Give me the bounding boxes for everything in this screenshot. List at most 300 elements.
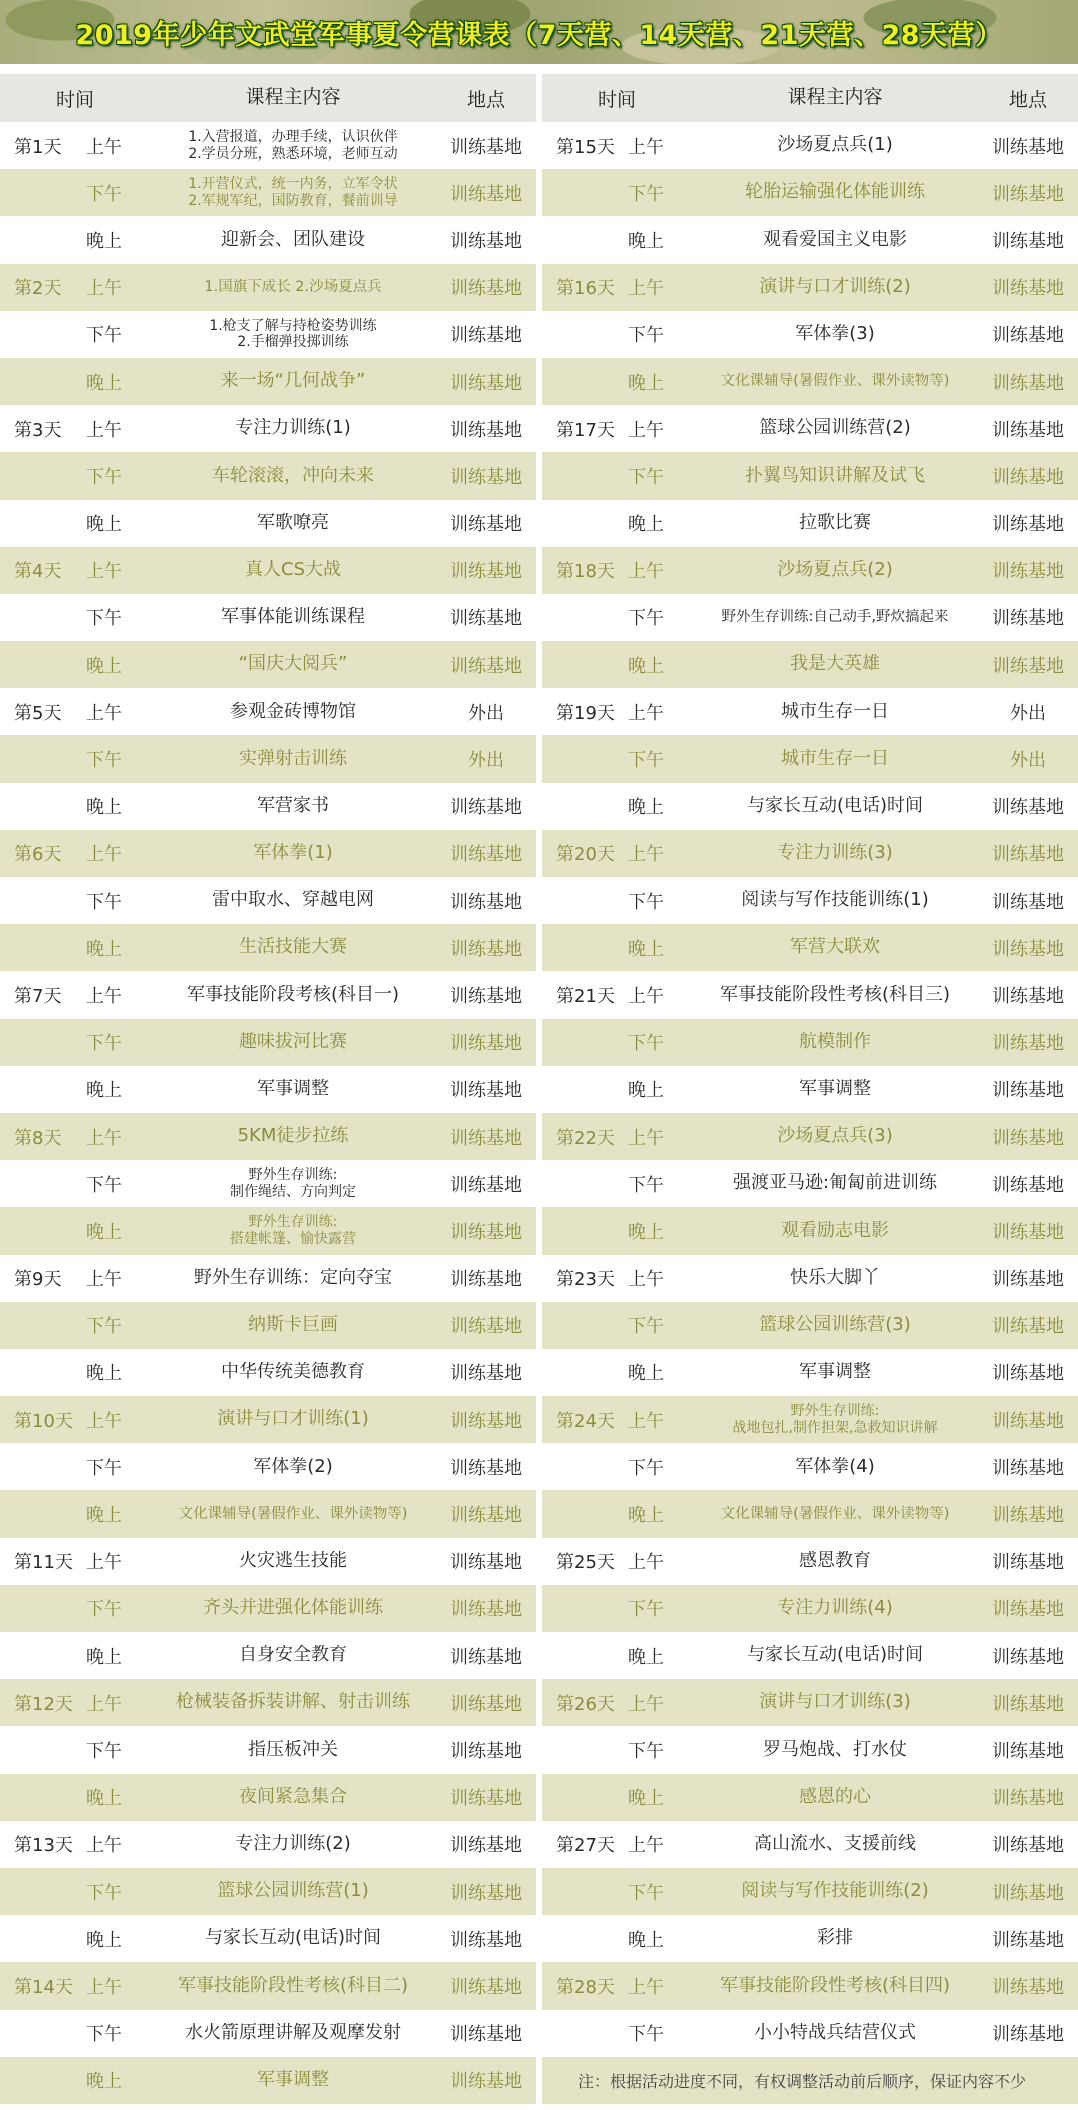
- activity-cell: 1.开营仪式，统一内务，立军令状 2.军规军纪，国防教育，餐前训导: [188, 175, 398, 209]
- location-cell: 训练基地: [450, 1221, 522, 1243]
- time-cell: [542, 416, 692, 442]
- time-cell: [0, 2020, 150, 2046]
- slot-label: 下午: [628, 1316, 664, 1338]
- slot-label: 上午: [628, 1410, 664, 1432]
- location-cell: 训练基地: [992, 1363, 1064, 1385]
- schedule-panel-right: [542, 74, 1078, 2104]
- time-cell: [542, 369, 692, 395]
- table-row: [0, 1726, 536, 1773]
- location-cell: 训练基地: [992, 372, 1064, 394]
- activity-cell: 军事技能阶段性考核(科目四): [719, 1975, 951, 1996]
- time-cell: [0, 1407, 150, 1433]
- location-cell: 训练基地: [450, 1505, 522, 1527]
- location-cell: 训练基地: [992, 1929, 1064, 1951]
- table-row: [0, 1774, 536, 1821]
- slot-label: 下午: [86, 1599, 122, 1621]
- location-cell: 训练基地: [992, 985, 1064, 1007]
- activity-cell: 齐头并进强化体能训练: [203, 1598, 383, 1619]
- activity-cell: 观看励志电影: [781, 1220, 889, 1241]
- time-cell: [0, 1076, 150, 1102]
- footnote: 注：根据活动进度不同，有权调整活动前后顺序，保证内容不少: [578, 2071, 1027, 2091]
- location-cell: 训练基地: [450, 278, 522, 300]
- table-row: [0, 1915, 536, 1962]
- time-cell: [0, 1218, 150, 1244]
- location-cell: 训练基地: [450, 797, 522, 819]
- table-row: [542, 1632, 1078, 1679]
- slot-label: 下午: [86, 1882, 122, 1904]
- table-row: [0, 1962, 536, 2009]
- slot-label: 上午: [628, 561, 664, 583]
- time-cell: [0, 935, 150, 961]
- location-cell: 训练基地: [450, 938, 522, 960]
- location-cell: 训练基地: [450, 608, 522, 630]
- slot-label: 下午: [628, 2024, 664, 2046]
- time-cell: [542, 1454, 692, 1480]
- activity-cell: 趣味拔河比赛: [239, 1031, 347, 1052]
- location-cell: 训练基地: [992, 1740, 1064, 1762]
- activity-cell: 野外生存训练:自己动手,野炊搞起来: [721, 609, 949, 626]
- time-cell: [0, 1784, 150, 1810]
- header-time: 时间: [597, 88, 636, 111]
- day-label: 第20天: [556, 844, 615, 866]
- slot-label: 晚上: [628, 230, 664, 252]
- activity-cell: 军营大联欢: [790, 937, 880, 958]
- time-cell: [542, 180, 692, 206]
- table-row: [542, 500, 1078, 547]
- activity-cell: 军事技能阶段考核(科目一): [186, 984, 400, 1005]
- activity-cell: 演讲与口才训练(2): [759, 276, 911, 297]
- activity-cell: 参观金砖博物馆: [230, 701, 356, 722]
- activity-cell: 来一场“几何战争”: [220, 371, 366, 392]
- location-cell: 训练基地: [992, 608, 1064, 630]
- slot-label: 晚上: [86, 1505, 122, 1527]
- slot-label: 上午: [628, 136, 664, 158]
- slot-label: 下午: [86, 1174, 122, 1196]
- time-cell: [0, 510, 150, 536]
- activity-cell: 篮球公园训练营(1): [217, 1881, 369, 1902]
- time-cell: [542, 1218, 692, 1244]
- table-row: [0, 358, 536, 405]
- activity-cell: 军事调整: [799, 1362, 871, 1383]
- slot-label: 晚上: [628, 1221, 664, 1243]
- table-row: [0, 688, 536, 735]
- time-cell: [0, 133, 150, 159]
- table-row: [542, 1774, 1078, 1821]
- table-row: [542, 641, 1078, 688]
- table-row: [0, 1632, 536, 1679]
- activity-cell: 火灾逃生技能: [239, 1550, 347, 1571]
- table-row: [542, 971, 1078, 1018]
- day-label: 第26天: [556, 1693, 615, 1715]
- table-row: [542, 264, 1078, 311]
- table-header: [542, 74, 1078, 122]
- slot-label: 下午: [86, 608, 122, 630]
- time-cell: [542, 1926, 692, 1952]
- day-label: 第11天: [14, 1552, 73, 1574]
- time-cell: [542, 1407, 692, 1433]
- activity-cell: 指压板冲关: [248, 1739, 338, 1760]
- activity-cell: 文化课辅导(暑假作业、课外读物等): [720, 1505, 950, 1522]
- slot-label: 上午: [86, 985, 122, 1007]
- slot-label: 上午: [628, 1835, 664, 1857]
- activity-cell: 1.国旗下成长 2.沙场夏点兵: [204, 278, 382, 295]
- time-cell: [0, 1312, 150, 1338]
- time-cell: [542, 227, 692, 253]
- table-row: [0, 2057, 536, 2104]
- location-cell: 训练基地: [992, 136, 1064, 158]
- activity-cell: 演讲与口才训练(1): [217, 1409, 369, 1430]
- table-row: [542, 594, 1078, 641]
- location-cell: 训练基地: [450, 466, 522, 488]
- slot-label: 晚上: [86, 1221, 122, 1243]
- activity-cell: 军事调整: [257, 1079, 329, 1099]
- activity-cell: 文化课辅导(暑假作业、课外读物等): [720, 373, 950, 390]
- location-cell: 训练基地: [450, 1269, 522, 1291]
- table-row: [0, 1490, 536, 1537]
- activity-cell: 沙场夏点兵(3): [777, 1126, 893, 1147]
- table-row: [0, 405, 536, 452]
- slot-label: 晚上: [86, 1363, 122, 1385]
- location-cell: 训练基地: [450, 1835, 522, 1857]
- table-row: [542, 311, 1078, 358]
- activity-cell: 感恩教育: [799, 1550, 871, 1571]
- location-cell: 训练基地: [992, 844, 1064, 866]
- time-cell: [542, 1265, 692, 1291]
- time-cell: [0, 793, 150, 819]
- location-cell: 训练基地: [992, 325, 1064, 347]
- slot-label: 上午: [628, 985, 664, 1007]
- time-cell: [0, 1454, 150, 1480]
- time-cell: [0, 1359, 150, 1385]
- schedule-panel-left: [0, 74, 536, 2104]
- time-cell: [0, 604, 150, 630]
- slot-label: 上午: [628, 1976, 664, 1998]
- location-cell: 训练基地: [992, 2024, 1064, 2046]
- activity-cell: 野外生存训练: 制作绳结、方向判定: [230, 1166, 356, 1200]
- slot-label: 下午: [628, 1882, 664, 1904]
- activity-cell: 车轮滚滚，冲向未来: [212, 465, 374, 486]
- table-row: [0, 1585, 536, 1632]
- slot-label: 晚上: [628, 1788, 664, 1810]
- time-cell: [0, 699, 150, 725]
- slot-label: 晚上: [628, 938, 664, 960]
- activity-cell: 彩排: [817, 1928, 853, 1949]
- header-location: 地点: [466, 88, 505, 111]
- slot-label: 上午: [86, 844, 122, 866]
- location-cell: 训练基地: [450, 1929, 522, 1951]
- day-label: 第3天: [14, 419, 62, 441]
- location-cell: 训练基地: [450, 325, 522, 347]
- location-cell: 训练基地: [450, 2071, 522, 2093]
- table-row: [0, 311, 536, 358]
- location-cell: 训练基地: [992, 1599, 1064, 1621]
- location-cell: 训练基地: [450, 183, 522, 205]
- location-cell: 训练基地: [450, 1740, 522, 1762]
- activity-cell: 扑翼鸟知识讲解及试飞: [745, 465, 925, 486]
- location-cell: 训练基地: [450, 844, 522, 866]
- activity-cell: 军事技能阶段性考核(科目三): [719, 984, 951, 1005]
- table-row: [542, 1019, 1078, 1066]
- schedule-rows-left: [0, 122, 536, 2104]
- activity-cell: 野外生存训练: 战地包扎,制作担架,急救知识讲解: [732, 1402, 938, 1436]
- location-cell: 训练基地: [992, 514, 1064, 536]
- activity-cell: 阅读与写作技能训练(1): [741, 890, 929, 911]
- slot-label: 上午: [86, 1835, 122, 1857]
- table-row: [542, 452, 1078, 499]
- slot-label: 上午: [628, 1269, 664, 1291]
- slot-label: 上午: [628, 278, 664, 300]
- page-title: 2019年少年文武堂军事夏令营课表（7天营、14天营、21天营、28天营）: [75, 19, 1003, 51]
- location-cell: 训练基地: [450, 1599, 522, 1621]
- activity-cell: 感恩的心: [799, 1786, 871, 1807]
- slot-label: 上午: [628, 1552, 664, 1574]
- time-cell: [0, 227, 150, 253]
- activity-cell: 军歌嘹亮: [257, 512, 329, 533]
- time-cell: [542, 1029, 692, 1055]
- time-cell: [542, 840, 692, 866]
- activity-cell: 城市生存一日: [781, 701, 889, 722]
- day-label: 第27天: [556, 1835, 615, 1857]
- slot-label: 下午: [86, 1033, 122, 1055]
- table-row: [542, 122, 1078, 169]
- time-cell: [0, 2067, 150, 2093]
- day-label: 第14天: [14, 1976, 73, 1998]
- slot-label: 下午: [628, 891, 664, 913]
- day-label: 第10天: [14, 1410, 73, 1432]
- table-row: [542, 1962, 1078, 2009]
- location-cell: 训练基地: [450, 1410, 522, 1432]
- location-cell: 训练基地: [992, 1410, 1064, 1432]
- location-cell: 训练基地: [992, 561, 1064, 583]
- activity-cell: 军体拳(1): [253, 843, 333, 864]
- time-cell: [542, 746, 692, 772]
- location-cell: 训练基地: [450, 1363, 522, 1385]
- slot-label: 上午: [86, 561, 122, 583]
- time-cell: [0, 369, 150, 395]
- slot-label: 晚上: [86, 514, 122, 536]
- table-row: [542, 688, 1078, 735]
- location-cell: 训练基地: [992, 797, 1064, 819]
- activity-cell: 城市生存一日: [781, 748, 889, 769]
- slot-label: 晚上: [628, 1080, 664, 1102]
- table-row: [542, 783, 1078, 830]
- activity-cell: 篮球公园训练营(3): [759, 1314, 911, 1335]
- table-row: [0, 594, 536, 641]
- location-cell: 训练基地: [450, 1552, 522, 1574]
- activity-cell: 夜间紧急集合: [239, 1786, 347, 1807]
- table-row: [0, 1868, 536, 1915]
- table-row: [0, 1302, 536, 1349]
- day-label: 第15天: [556, 136, 615, 158]
- activity-cell: 军事技能阶段性考核(科目二): [177, 1975, 409, 1996]
- header-activity: 课程主内容: [787, 87, 883, 109]
- table-row: [0, 216, 536, 263]
- slot-label: 晚上: [86, 1080, 122, 1102]
- activity-cell: 专注力训练(2): [235, 1834, 351, 1854]
- activity-cell: 演讲与口才训练(3): [759, 1692, 911, 1713]
- time-cell: [0, 1265, 150, 1291]
- slot-label: 晚上: [628, 1505, 664, 1527]
- slot-label: 下午: [628, 325, 664, 347]
- slot-label: 下午: [86, 325, 122, 347]
- location-cell: 训练基地: [992, 1080, 1064, 1102]
- day-label: 第4天: [14, 561, 62, 583]
- table-row: [542, 358, 1078, 405]
- time-cell: [542, 604, 692, 630]
- day-label: 第25天: [556, 1552, 615, 1574]
- time-cell: [542, 321, 692, 347]
- header-location: 地点: [1008, 88, 1047, 111]
- table-row: [542, 735, 1078, 782]
- time-cell: [542, 1548, 692, 1574]
- time-cell: [542, 699, 692, 725]
- slot-label: 上午: [628, 702, 664, 724]
- location-cell: 训练基地: [450, 514, 522, 536]
- activity-cell: 小小特战兵结营仪式: [754, 2022, 916, 2043]
- table-row: [542, 1066, 1078, 1113]
- time-cell: [0, 1831, 150, 1857]
- table-row: [542, 1679, 1078, 1726]
- location-cell: 训练基地: [992, 1646, 1064, 1668]
- time-cell: [0, 557, 150, 583]
- day-label: 第23天: [556, 1269, 615, 1291]
- location-cell: 训练基地: [992, 1457, 1064, 1479]
- table-row: [542, 1302, 1078, 1349]
- time-cell: [542, 982, 692, 1008]
- slot-label: 晚上: [86, 230, 122, 252]
- slot-label: 晚上: [628, 514, 664, 536]
- activity-cell: 水火箭原理讲解及观摩发射: [185, 2022, 401, 2043]
- table-row: [0, 783, 536, 830]
- activity-cell: 我是大英雄: [790, 654, 880, 675]
- location-cell: 外出: [468, 750, 504, 772]
- table-row: [0, 500, 536, 547]
- location-cell: 训练基地: [450, 1646, 522, 1668]
- time-cell: [542, 510, 692, 536]
- slot-label: 下午: [628, 1174, 664, 1196]
- time-cell: [0, 888, 150, 914]
- slot-label: 上午: [628, 1693, 664, 1715]
- location-cell: 训练基地: [992, 1033, 1064, 1055]
- time-cell: [542, 133, 692, 159]
- table-row: [0, 877, 536, 924]
- table-row: [542, 1349, 1078, 1396]
- slot-label: 上午: [86, 1976, 122, 1998]
- activity-cell: 罗马炮战、打水仗: [763, 1739, 907, 1760]
- activity-cell: 高山流水、支援前线: [754, 1834, 916, 1854]
- day-label: 第9天: [14, 1269, 62, 1291]
- activity-cell: 军事调整: [257, 2069, 329, 2090]
- activity-cell: 沙场夏点兵(1): [777, 135, 893, 156]
- location-cell: 训练基地: [450, 1788, 522, 1810]
- activity-cell: 专注力训练(1): [235, 418, 351, 439]
- day-label: 第2天: [14, 278, 62, 300]
- time-cell: [542, 888, 692, 914]
- time-cell: [542, 793, 692, 819]
- slot-label: 晚上: [628, 1363, 664, 1385]
- activity-cell: 快乐大脚丫: [790, 1267, 880, 1288]
- location-cell: 训练基地: [992, 1174, 1064, 1196]
- time-cell: [542, 2020, 692, 2046]
- table-row: [0, 971, 536, 1018]
- location-cell: 训练基地: [450, 1033, 522, 1055]
- table-row: [542, 1538, 1078, 1585]
- table-header: [0, 74, 536, 122]
- table-row: [542, 216, 1078, 263]
- activity-cell: 军体拳(2): [253, 1456, 333, 1477]
- table-row: [0, 1821, 536, 1868]
- activity-cell: 阅读与写作技能训练(2): [741, 1881, 929, 1902]
- table-row: [0, 1349, 536, 1396]
- slot-label: 上午: [86, 419, 122, 441]
- table-row: [542, 1915, 1078, 1962]
- location-cell: 训练基地: [992, 1976, 1064, 1998]
- location-cell: 训练基地: [992, 1221, 1064, 1243]
- slot-label: 上午: [628, 419, 664, 441]
- activity-cell: 野外生存训练: 搭建帐篷、愉快露营: [230, 1214, 356, 1247]
- location-cell: 训练基地: [450, 1174, 522, 1196]
- activity-cell: 迎新会、团队建设: [221, 229, 365, 250]
- slot-label: 下午: [628, 1740, 664, 1762]
- time-cell: [542, 1076, 692, 1102]
- table-row: [0, 641, 536, 688]
- slot-label: 晚上: [86, 372, 122, 394]
- location-cell: 训练基地: [450, 1316, 522, 1338]
- slot-label: 晚上: [628, 797, 664, 819]
- day-label: 第28天: [556, 1976, 615, 1998]
- slot-label: 晚上: [628, 1929, 664, 1951]
- location-cell: 训练基地: [992, 230, 1064, 252]
- day-label: 第5天: [14, 702, 62, 724]
- activity-cell: 军事体能训练课程: [221, 607, 365, 628]
- slot-label: 下午: [86, 1740, 122, 1762]
- table-row: [542, 1443, 1078, 1490]
- activity-cell: 自身安全教育: [239, 1645, 347, 1666]
- table-row: [542, 169, 1078, 216]
- slot-label: 下午: [86, 891, 122, 913]
- day-label: 第12天: [14, 1693, 73, 1715]
- day-label: 第1天: [14, 136, 62, 158]
- time-cell: [542, 1171, 692, 1197]
- time-cell: [0, 1171, 150, 1197]
- table-row: [0, 1207, 536, 1254]
- time-cell: [0, 1029, 150, 1055]
- location-cell: 训练基地: [450, 1976, 522, 1998]
- time-cell: [0, 1690, 150, 1716]
- table-row: [542, 1585, 1078, 1632]
- location-cell: 训练基地: [992, 1835, 1064, 1857]
- table-row: [0, 1113, 536, 1160]
- slot-label: 上午: [86, 1410, 122, 1432]
- activity-cell: 军体拳(3): [795, 324, 875, 344]
- day-label: 第22天: [556, 1127, 615, 1149]
- time-cell: [0, 746, 150, 772]
- slot-label: 下午: [628, 183, 664, 205]
- activity-cell: 野外生存训练：定向夺宝: [194, 1267, 392, 1288]
- time-cell: [0, 180, 150, 206]
- location-cell: 训练基地: [450, 2024, 522, 2046]
- location-cell: 训练基地: [992, 1552, 1064, 1574]
- time-cell: [0, 652, 150, 678]
- location-cell: 训练基地: [992, 938, 1064, 960]
- day-label: 第24天: [556, 1410, 615, 1432]
- table-row: [0, 264, 536, 311]
- table-row: [542, 1868, 1078, 1915]
- table-row: [542, 1207, 1078, 1254]
- time-cell: [0, 1737, 150, 1763]
- time-cell: [542, 1359, 692, 1385]
- table-row: [0, 1396, 536, 1443]
